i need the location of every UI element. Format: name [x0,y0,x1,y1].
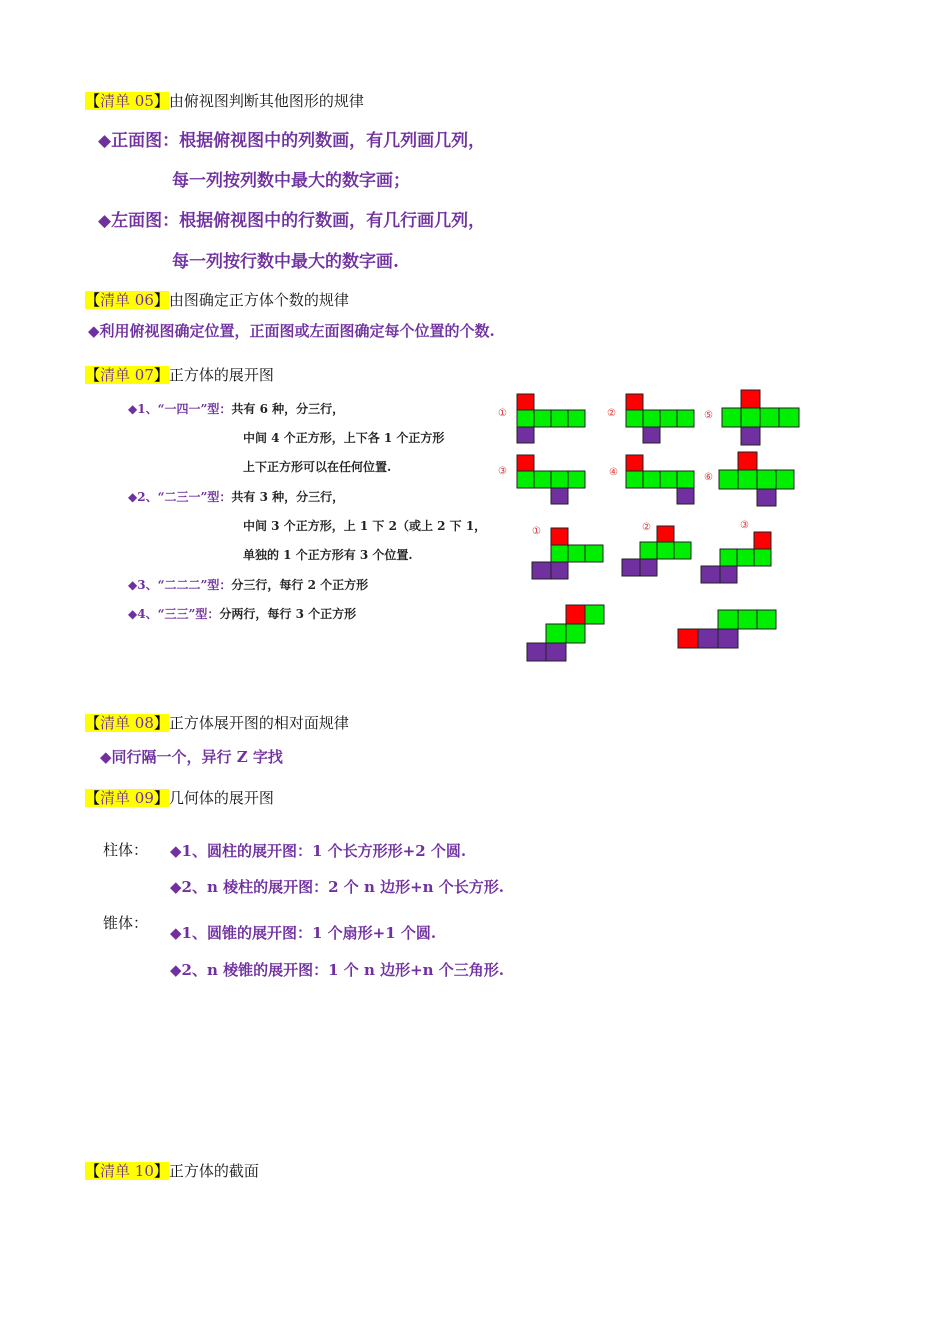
figure-label: ① [498,408,507,419]
rule-line: ◆1、圆锥的展开图：1 个扇形+1 个圆. [170,924,437,942]
net-141-3 [517,455,585,504]
rule-line: ◆左面图：根据俯视图中的行数画，有几行画几列， [98,211,486,231]
section-tag: 【清单 07】 [85,366,169,384]
net-141-1 [517,394,585,443]
net-33 [678,610,776,648]
rule-line: ◆同行隔一个，异行 Z 字找 [100,748,283,766]
net-231-3 [701,532,771,583]
rule-line: 每一列按列数中最大的数字画； [172,171,410,191]
net-type-item: ◆4、“三三”型：分两行，每行 3 个正方形 [128,607,357,621]
net-type-item: 上下正方形可以在任何位置. [243,460,392,474]
rule-line: ◆2、n 棱锥的展开图：1 个 n 边形+n 个三角形. [170,961,505,979]
rule-line: ◆1、圆柱的展开图：1 个长方形形+2 个圆. [170,842,467,860]
section-title: 正方体的截面 [168,1162,259,1180]
net-231-1 [532,528,603,579]
net-type-item: ◆1、“一四一”型：共有 6 种，分三行， [128,402,345,416]
section-08-header [85,713,349,733]
pyramid-label: 锥体： [103,914,149,932]
figure-label: ① [532,526,541,537]
figure-label: ⑤ [704,410,713,421]
rule-line: 每一列按行数中最大的数字画. [172,252,399,272]
rule-line: ◆2、n 棱柱的展开图：2 个 n 边形+n 个长方形. [170,878,505,896]
net-222 [527,605,604,661]
net-type-item: 单独的 1 个正方形有 3 个位置. [243,548,413,562]
figure-label: ④ [609,467,618,478]
section-tag: 【清单 06】 [85,291,169,309]
net-type-item: 中间 3 个正方形，上 1 下 2（或上 2 下 1， [243,519,487,533]
figure-label: ③ [740,520,749,531]
net-141-5 [722,390,799,445]
rule-line: ◆正面图：根据俯视图中的列数画，有几列画几列， [98,131,486,151]
figure-label: ⑥ [704,472,713,483]
net-141-2 [626,394,694,443]
section-10-header [85,1161,259,1181]
section-tag: 【清单 08】 [85,714,169,732]
section-tag: 【清单 05】 [85,92,169,110]
section-09-header [85,788,274,808]
section-tag: 【清单 10】 [85,1162,169,1180]
prism-label: 柱体： [103,841,149,859]
section-title: 几何体的展开图 [168,789,274,807]
net-141-4 [626,455,694,504]
net-type-item: 中间 4 个正方形，上下各 1 个正方形 [243,431,445,445]
section-title: 正方体的展开图 [168,366,274,384]
section-tag: 【清单 09】 [85,789,169,807]
figure-label: ② [607,408,616,419]
rule-line: ◆利用俯视图确定位置，正面图或左面图确定每个位置的个数. [88,322,495,340]
figure-label: ② [642,522,651,533]
net-231-2 [622,526,691,576]
section-title: 正方体展开图的相对面规律 [168,714,349,732]
net-type-item: ◆2、“二三一”型：共有 3 种，分三行， [128,490,345,504]
section-title: 由俯视图判断其他图形的规律 [168,92,364,110]
figure-label: ③ [498,466,507,477]
net-141-6 [719,452,794,506]
section-title: 由图确定正方体个数的规律 [168,291,349,309]
net-type-item: ◆3、“二二二”型：分三行，每行 2 个正方形 [128,578,369,592]
